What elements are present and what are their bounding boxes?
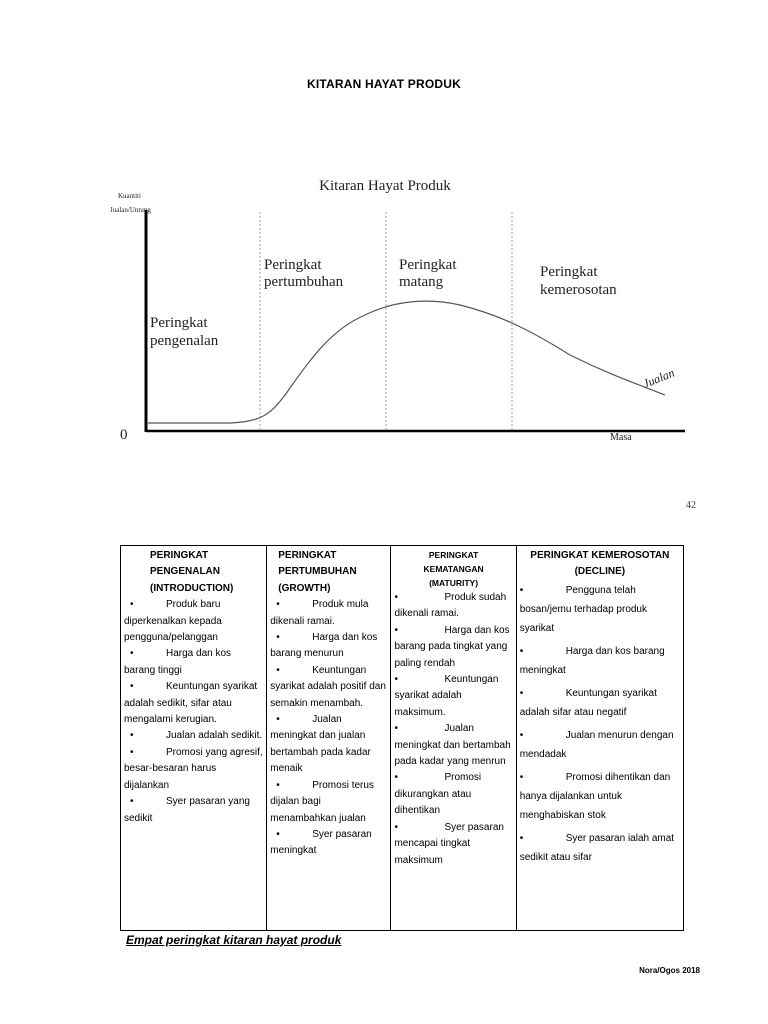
sales-curve	[148, 301, 665, 423]
column-heading	[394, 548, 512, 590]
bullet-icon: •	[276, 828, 280, 840]
figure-caption: Empat peringkat kitaran hayat produk	[126, 933, 342, 947]
bullet-icon: •	[130, 681, 134, 693]
heading-line: (MATURITY)	[429, 578, 479, 588]
point-text: Promosi dihentikan dan hanya dijalankan untuk menghabiskan stok	[519, 771, 671, 821]
point-text: Harga dan kos barang tinggi	[124, 648, 232, 676]
bullet-icon: •	[276, 599, 280, 611]
heading-line: PERINGKAT	[150, 550, 209, 561]
bullet-icon: •	[519, 832, 524, 844]
point-text: Syer pasaran ialah amat sedikit atau sifar	[519, 832, 675, 863]
stage-label-2-line1: Peringkat	[264, 257, 322, 273]
point-text: Keuntungan syarikat adalah sedikit, sifar atau mengalami kerugian.	[124, 681, 258, 726]
page-number: 42	[686, 500, 696, 511]
list-item	[394, 672, 512, 721]
stage-label-3-line2: matang	[399, 274, 444, 290]
point-text: Promosi dikurangkan atau dihentikan	[394, 772, 482, 817]
list-item	[520, 829, 680, 867]
page-title: KITARAN HAYAT PRODUK	[306, 77, 461, 91]
diagram-title: Kitaran Hayat Produk	[319, 178, 451, 194]
points-list	[270, 597, 387, 860]
origin-label: 0	[120, 427, 128, 443]
heading-line: PENGENALAN	[150, 566, 221, 578]
heading-line: PERINGKAT	[428, 550, 479, 560]
list-item	[270, 597, 387, 630]
list-item	[270, 630, 387, 663]
heading-line: PERINGKAT	[278, 550, 337, 561]
bullet-icon: •	[130, 648, 134, 660]
point-text: Harga dan kos barang meningkat	[519, 645, 665, 676]
bullet-icon: •	[519, 645, 524, 657]
curve-label: Jualan	[640, 365, 677, 391]
x-axis-label: Masa	[610, 432, 632, 443]
bullet-icon: •	[130, 730, 134, 742]
bullet-icon: •	[394, 674, 398, 686]
point-text: Jualan meningkat dan jualan bertambah pada kadar menaik	[270, 714, 371, 775]
list-item	[124, 728, 263, 744]
list-item	[520, 768, 680, 825]
bullet-icon: •	[276, 714, 280, 726]
stage-label-3-line1: Peringkat	[399, 257, 457, 273]
list-item	[270, 712, 387, 778]
point-text: Harga dan kos barang menurun	[270, 632, 378, 660]
stage-label-4-line1: Peringkat	[540, 264, 598, 280]
life-cycle-chart-svg	[110, 170, 710, 460]
list-item	[520, 684, 680, 722]
product-life-cycle-diagram	[110, 170, 710, 460]
list-item	[124, 646, 263, 679]
stage-label-1-line2: pengenalan	[150, 333, 219, 349]
stage-comparison-table	[120, 545, 684, 931]
column-maturity	[391, 546, 516, 931]
list-item	[394, 721, 512, 770]
heading-line: (GROWTH)	[278, 582, 331, 594]
point-text: Syer pasaran meningkat	[270, 828, 372, 857]
list-item	[394, 590, 512, 623]
column-decline	[516, 546, 683, 931]
list-item	[520, 726, 680, 764]
list-item	[270, 663, 387, 712]
point-text: Harga dan kos barang pada tingkat yang paling rendah	[394, 624, 510, 669]
bullet-icon: •	[519, 687, 524, 699]
list-item	[520, 642, 680, 680]
bullet-icon: •	[130, 796, 134, 808]
column-growth	[267, 546, 391, 931]
bullet-icon: •	[394, 723, 398, 735]
points-list	[520, 581, 680, 867]
point-text: Promosi terus dijalan bagi menambahkan jualan	[270, 779, 374, 824]
list-item	[394, 770, 512, 819]
point-text: Produk mula dikenali ramai.	[270, 599, 369, 627]
column-heading	[124, 548, 263, 597]
bullet-icon: •	[130, 746, 134, 758]
bullet-icon: •	[276, 632, 280, 644]
bullet-icon: •	[519, 729, 524, 741]
bullet-icon: •	[276, 664, 280, 676]
stage-dividers	[260, 212, 512, 430]
points-list	[124, 597, 263, 827]
heading-line: KEMATANGAN	[423, 564, 484, 574]
y-axis-label-line2: Jualan/Untung	[110, 206, 151, 214]
bullet-icon: •	[394, 592, 398, 603]
point-text: Jualan menurun dengan mendadak	[519, 729, 674, 760]
column-introduction	[121, 546, 267, 931]
list-item	[394, 623, 512, 672]
point-text: Keuntungan syarikat adalah sifar atau negatif	[519, 687, 657, 718]
heading-line: (DECLINE)	[574, 566, 626, 578]
heading-line: PERTUMBUHAN	[278, 566, 357, 578]
point-text: Produk sudah dikenali ramai.	[394, 592, 507, 620]
heading-line: (INTRODUCTION)	[150, 582, 234, 594]
bullet-icon: •	[276, 779, 280, 791]
point-text: Promosi yang agresif, besar-besaran harus dijalankan	[124, 746, 263, 791]
list-item	[520, 581, 680, 638]
stage-label-2-line2: pertumbuhan	[264, 274, 344, 290]
column-heading	[270, 548, 387, 597]
list-item	[270, 778, 387, 827]
list-item	[270, 827, 387, 860]
column-heading	[520, 548, 680, 581]
stage-label-1-line1: Peringkat	[150, 315, 208, 331]
list-item	[124, 597, 263, 646]
point-text: Jualan adalah sedikit.	[166, 730, 263, 742]
list-item	[124, 679, 263, 728]
heading-line: PERINGKAT KEMEROSOTAN	[530, 550, 670, 561]
table-row	[121, 546, 684, 931]
point-text: Syer pasaran yang sedikit	[124, 796, 250, 824]
y-axis-label-line1: Kuantiti	[118, 192, 141, 200]
point-text: Jualan meningkat dan bertambah pada kadar yang menrun	[394, 723, 511, 768]
bullet-icon: •	[519, 771, 524, 783]
bullet-icon: •	[394, 624, 398, 636]
bullet-icon: •	[519, 584, 524, 596]
point-text: Keuntungan syarikat adalah maksimum.	[394, 674, 499, 718]
point-text: Keuntungan syarikat adalah positif dan semakin menambah.	[270, 664, 386, 709]
stage-label-4-line2: kemerosotan	[540, 282, 617, 298]
point-text: Produk baru diperkenalkan kepada pengguna/pelanggan	[124, 599, 222, 644]
list-item	[124, 745, 263, 794]
point-text: Pengguna telah bosan/jemu terhadap produk syarikat	[519, 584, 647, 634]
bullet-icon: •	[394, 772, 398, 784]
bullet-icon: •	[130, 599, 134, 611]
list-item	[394, 820, 512, 869]
points-list	[394, 590, 512, 869]
list-item	[124, 794, 263, 827]
bullet-icon: •	[394, 821, 398, 833]
footer-credit: Nora/Ogos 2018	[639, 966, 700, 975]
point-text: Syer pasaran mencapai tingkat maksimum	[394, 821, 504, 866]
